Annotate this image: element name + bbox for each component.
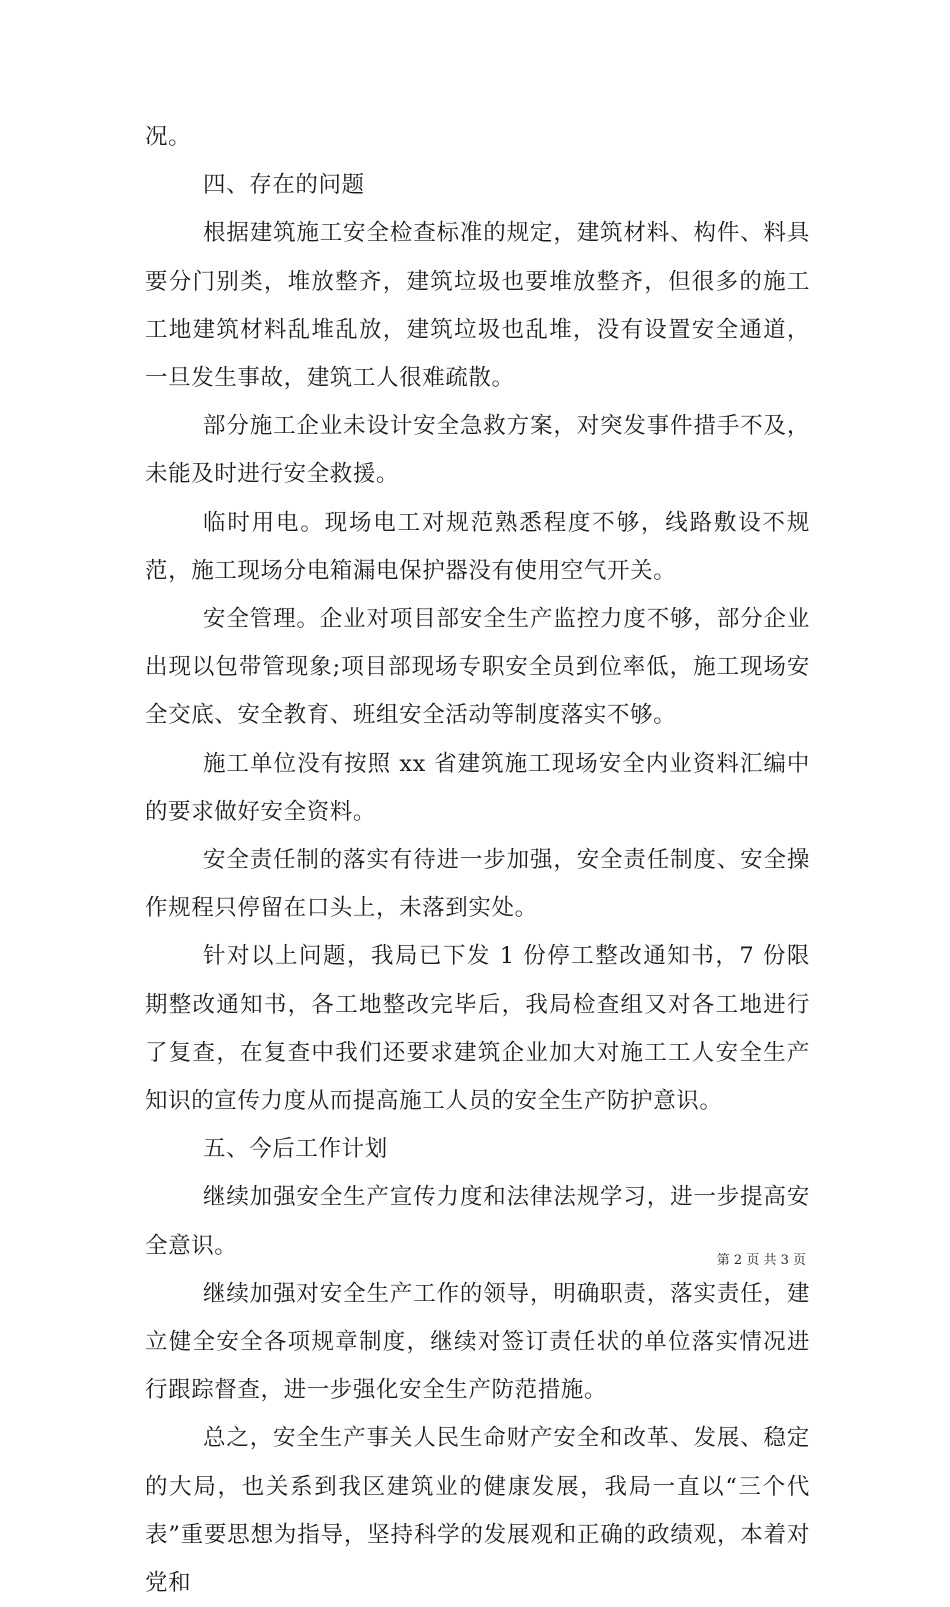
paragraph: 安全管理。企业对项目部安全生产监控力度不够，部分企业出现以包带管现象;项目部现场专职安全员到位率低，施工现场安全交底、安全教育、班组安全活动等制度落实不够。 — [145, 606, 810, 729]
paragraph: 临时用电。现场电工对规范熟悉程度不够，线路敷设不规范，施工现场分电箱漏电保护器没有使用空气开关。 — [145, 509, 810, 584]
section-heading-plan: 五、今后工作计划 — [203, 1136, 388, 1163]
paragraph: 部分施工企业未设计安全急救方案，对突发事件措手不及，未能及时进行安全救援。 — [145, 413, 810, 488]
document-body — [145, 113, 810, 1607]
paragraph: 总之，安全生产事关人民生命财产安全和改革、发展、稳定的大局，也关系到我区建筑业的健康发展，我局一直以“三个代表”重要思想为指导，坚持科学的发展观和正确的政绩观，本着对党和 — [145, 1425, 810, 1597]
paragraph: 根据建筑施工安全检查标准的规定，建筑材料、构件、料具要分门别类，堆放整齐，建筑垃圾也要堆放整齐，但很多的施工工地建筑材料乱堆乱放，建筑垃圾也乱堆，没有设置安全通道，一旦发生事故，建筑工人很难疏散。 — [145, 220, 810, 392]
paragraph: 继续加强对安全生产工作的领导，明确职责，落实责任，建立健全安全各项规章制度，继续对签订责任状的单位落实情况进行跟踪督查，进一步强化安全生产防范措施。 — [145, 1280, 810, 1404]
paragraph-continuation: 况。 — [145, 124, 192, 150]
paragraph: 继续加强安全生产宣传力度和法律法规学习，进一步提高安全意识。 — [145, 1184, 810, 1259]
section-heading-problems: 四、存在的问题 — [203, 172, 365, 199]
paragraph: 施工单位没有按照 xx 省建筑施工现场安全内业资料汇编中的要求做好安全资料。 — [145, 750, 810, 825]
paragraph: 安全责任制的落实有待进一步加强，安全责任制度、安全操作规程只停留在口头上，未落到实处。 — [145, 847, 810, 922]
page-number: 第 2 页 共 3 页 — [716, 1253, 806, 1268]
paragraph: 针对以上问题，我局已下发 1 份停工整改通知书，7 份限期整改通知书，各工地整改完毕后，我局检查组又对各工地进行了复查，在复查中我们还要求建筑企业加大对施工工人安全生产知识的宣传力度从而提高施工人员的安全生产防护意识。 — [145, 943, 810, 1115]
